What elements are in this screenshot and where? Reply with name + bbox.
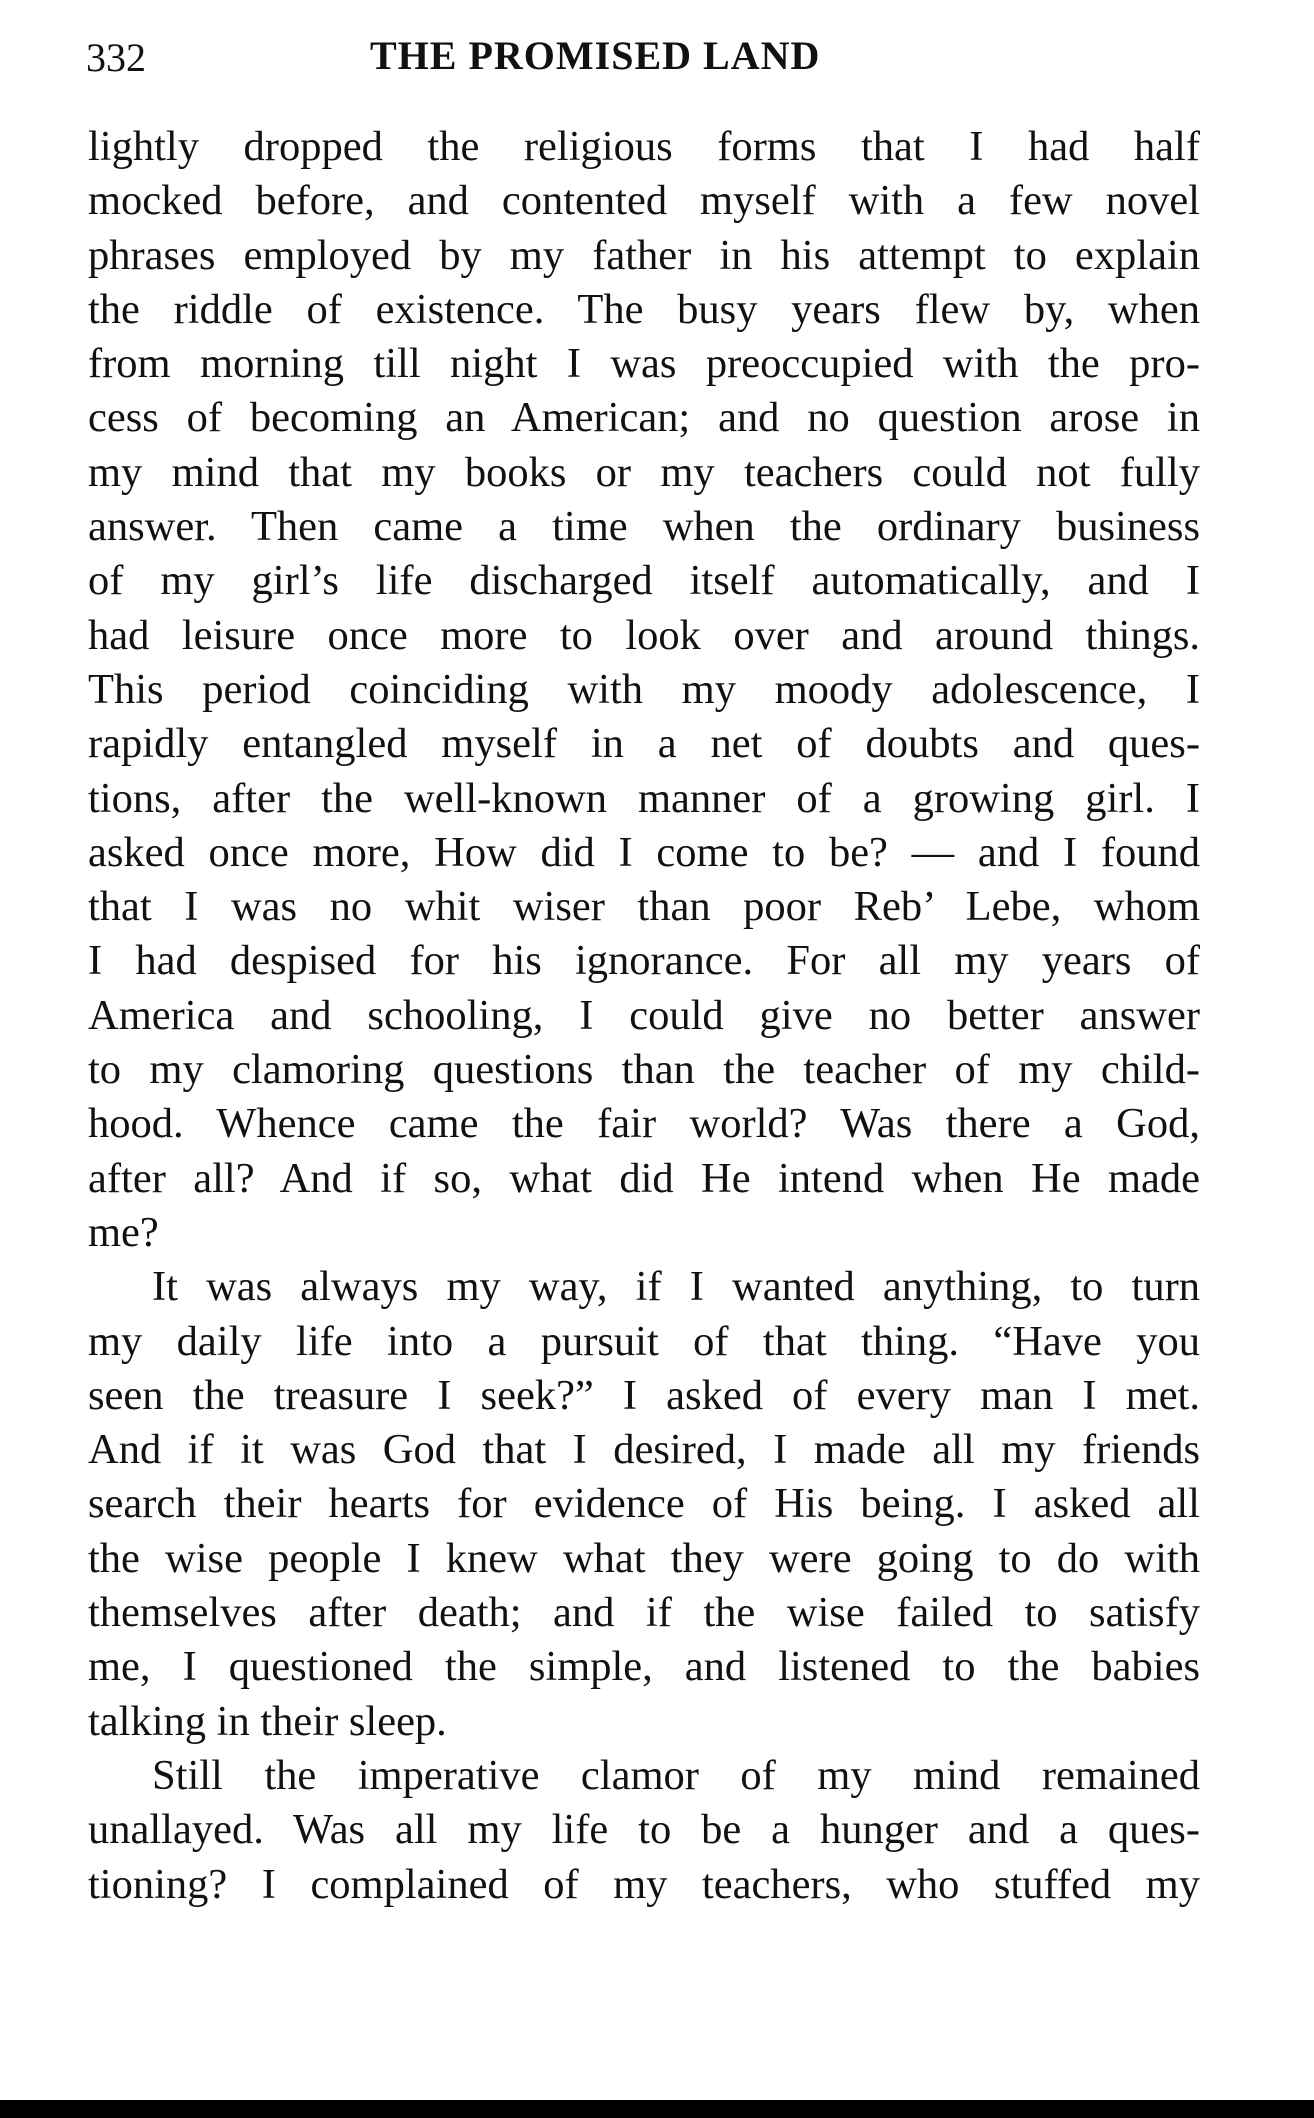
page-number: 332 (86, 35, 146, 80)
text-line: mocked before, and contented myself with a few novel (88, 177, 1200, 225)
text-line: Still the imperative clamor of my mind remained (152, 1751, 1200, 1799)
text-line: my mind that my books or my teachers could not fully (88, 448, 1200, 496)
text-line: talking in their sleep. (88, 1697, 447, 1745)
text-line: the riddle of existence. The busy years flew by, when (88, 285, 1200, 333)
text-line: answer. Then came a time when the ordinary business (88, 503, 1200, 551)
text-line: And if it was God that I desired, I made all my friends (88, 1426, 1200, 1474)
text-line: the wise people I knew what they were going to do with (88, 1534, 1200, 1582)
text-line: I had despised for his ignorance. For all my years of (88, 937, 1200, 985)
text-line: lightly dropped the religious forms that I had half (88, 123, 1200, 170)
text-line: me, I questioned the simple, and listened to the babies (88, 1643, 1200, 1691)
text-line: It was always my way, if I wanted anything, to turn (152, 1263, 1200, 1311)
text-line: cess of becoming an American; and no question arose in (88, 394, 1200, 442)
text-line: seen the treasure I seek?” I asked of every man I met. (88, 1371, 1200, 1419)
text-line: to my clamoring questions than the teacher of my child- (88, 1046, 1200, 1094)
text-line: that I was no whit wiser than poor Reb’ Lebe, whom (88, 883, 1200, 931)
text-line: from morning till night I was preoccupied with the pro- (88, 340, 1200, 388)
text-line: unallayed. Was all my life to be a hunger and a ques- (88, 1806, 1200, 1854)
paragraph-3 (88, 1749, 1200, 1912)
running-title: THE PROMISED LAND (370, 33, 821, 78)
text-line: America and schooling, I could give no better answer (88, 991, 1200, 1039)
paragraph-2 (88, 1260, 1200, 1749)
text-line: hood. Whence came the fair world? Was there a God, (88, 1100, 1200, 1148)
text-line: rapidly entangled myself in a net of doubts and ques- (88, 720, 1200, 768)
text-line: This period coinciding with my moody adolescence, I (88, 665, 1200, 713)
body-text (88, 120, 1200, 1912)
text-line: me? (88, 1208, 159, 1256)
text-line: after all? And if so, what did He intend when He made (88, 1154, 1200, 1202)
text-line: tioning? I complained of my teachers, who stuffed my (88, 1860, 1200, 1908)
text-line: had leisure once more to look over and around things. (88, 611, 1200, 659)
text-line: search their hearts for evidence of His being. I asked all (88, 1480, 1200, 1528)
bottom-border (0, 2100, 1314, 2118)
text-line: my daily life into a pursuit of that thing. “Have you (88, 1317, 1200, 1365)
paragraph-1 (88, 120, 1200, 1260)
text-line: asked once more, How did I come to be? — and I found (88, 828, 1200, 876)
text-line: of my girl’s life discharged itself automatically, and I (88, 557, 1200, 605)
text-line: tions, after the well-known manner of a growing girl. I (88, 774, 1200, 822)
text-line: themselves after death; and if the wise failed to satisfy (88, 1589, 1200, 1637)
text-line: phrases employed by my father in his attempt to explain (88, 231, 1200, 279)
